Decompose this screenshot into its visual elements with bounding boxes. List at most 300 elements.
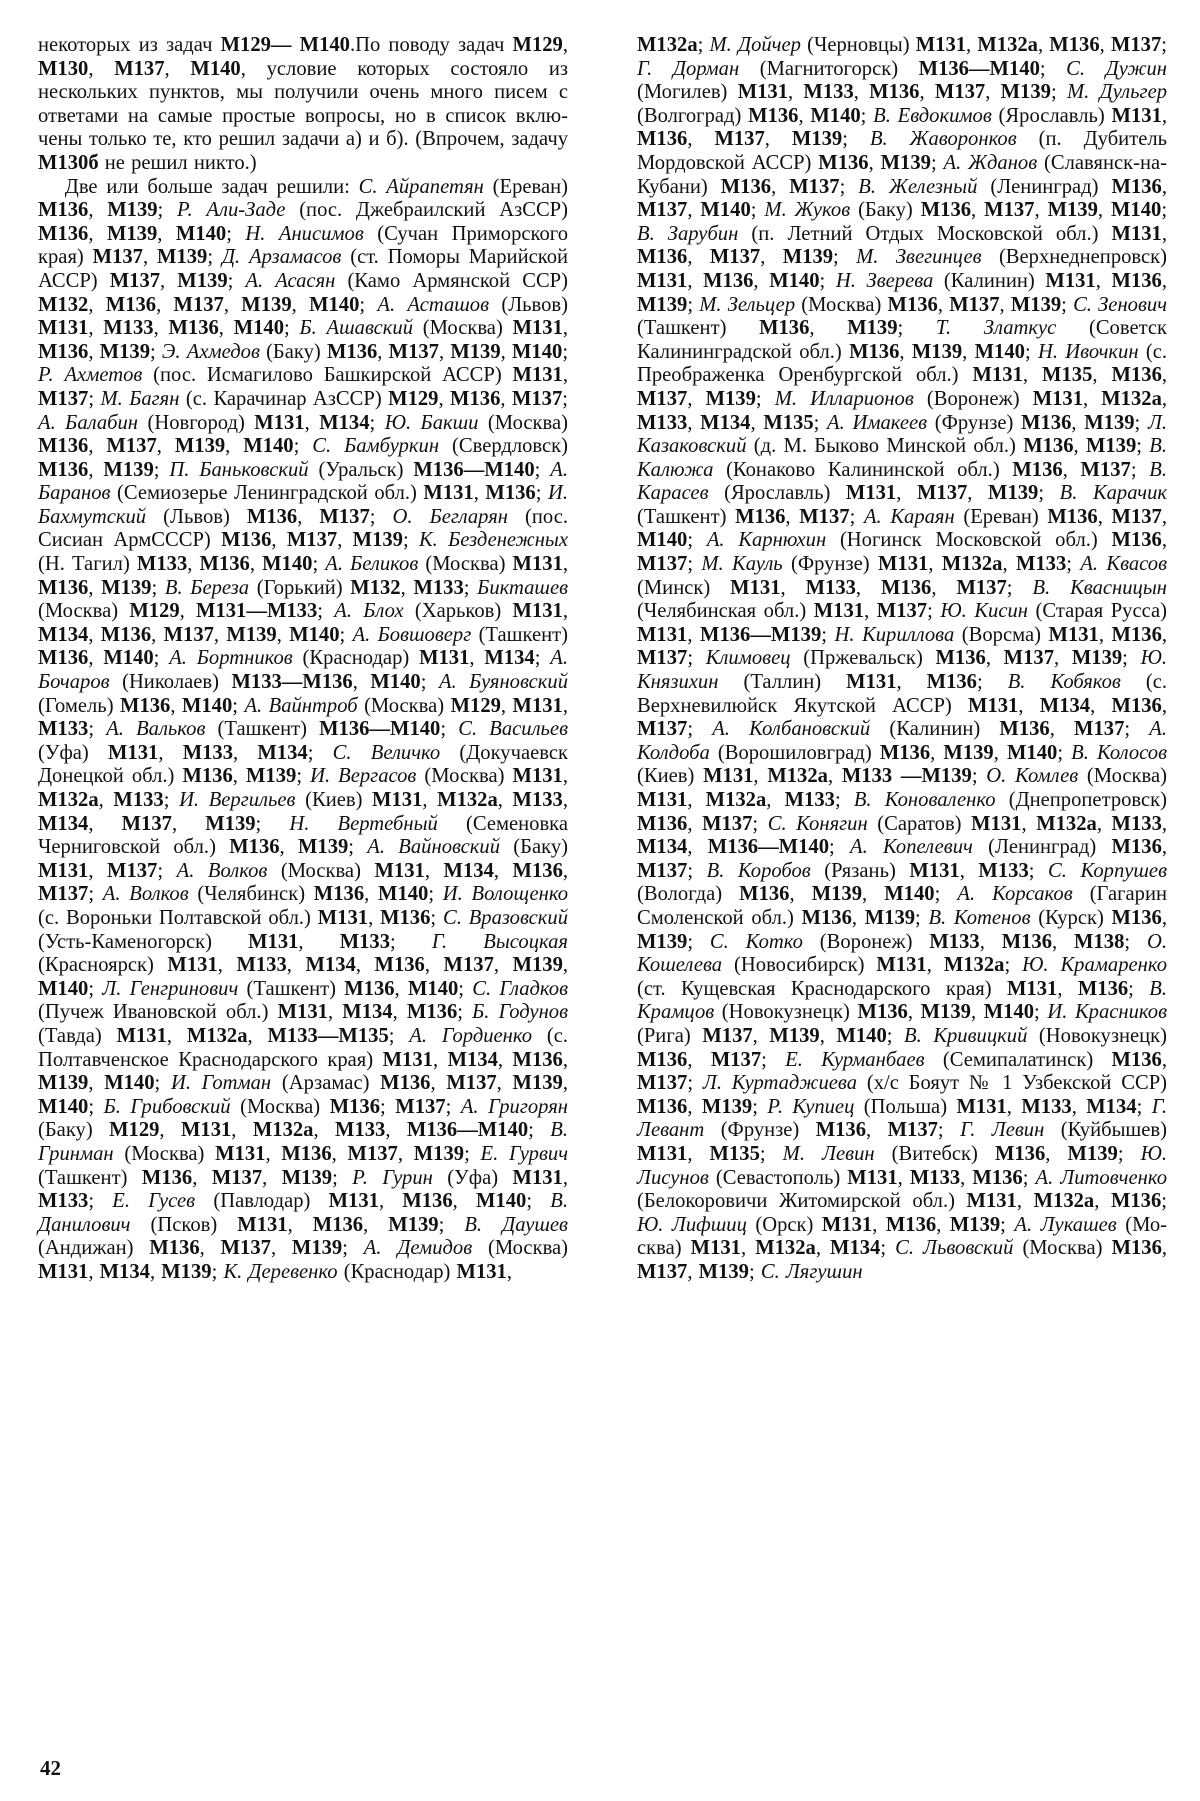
problem-number: М131 [813,600,865,623]
text-run: , [1161,623,1168,646]
problem-number: М140 [378,883,429,906]
text-run: , [562,1048,568,1071]
text-run: ; [534,458,551,481]
problem-number: М132 [350,576,401,599]
text-run: (Баку) [38,1119,110,1142]
problem-number: М137 [789,175,840,198]
solver-name: Н. Ивочкин [1037,340,1139,363]
problem-number: М137 [286,529,338,552]
text-run: , [400,576,414,599]
problem-number: М137 [92,246,143,269]
problem-number: М133 [236,954,287,977]
problem-number: М129— М140 [220,34,350,56]
text-run: , [276,623,290,646]
text-run: , [424,954,444,977]
text-run: , [199,1237,221,1260]
problem-number: М131 [382,1048,433,1071]
text-run: ; [1124,718,1150,741]
solver-name: А. Карнюхин [706,529,827,552]
text-run: , [88,1072,105,1095]
text-run: ; [440,718,459,741]
text-run: ; [428,883,443,906]
problem-number: М134 [38,623,89,646]
text-run: , [1161,812,1168,835]
text-run: , [1096,812,1112,835]
problem-number: М136 [1047,505,1098,528]
text-run: ; [88,718,107,741]
text-run: ; [971,765,987,788]
text-run: ; [752,812,768,835]
problem-number: М139 [38,1072,89,1095]
text-run: , [1161,222,1168,245]
text-run: , [1006,1095,1022,1118]
text-run: ; [842,128,870,151]
problem-number: М136 [38,222,89,245]
solver-name: В. Коробов [706,859,811,882]
text-run: ; [834,789,854,811]
text-run: , [1161,269,1167,292]
text-run: , [473,482,486,505]
problem-number: М140 [511,340,563,363]
text-run: (Новгород) [138,411,255,434]
problem-number: М132а [437,789,498,811]
solver-name: Б. Грибовский [103,1095,231,1118]
text-run: , [999,293,1011,316]
solver-name: П. Баньковский [169,458,309,481]
problem-number: М131 [637,1142,688,1165]
problem-number: М131 [971,812,1022,835]
text-run: ; [458,977,473,1000]
solver-name: С. Бамбуркин [312,435,440,458]
solver-name: А. Гордиенко [409,1024,533,1047]
text-run: (Павлодар) [195,1190,329,1213]
problem-number: М132а [941,553,1003,576]
text-run: ; [1136,1095,1152,1118]
text-run: , [452,1190,476,1213]
text-run: ; [402,529,419,552]
text-run: , [331,1142,348,1165]
text-run: , [438,340,451,363]
solver-name: Е. Гурвич [480,1142,569,1165]
solver-name: Р. Али-Заде [177,199,286,222]
problem-number: М134 [257,741,308,764]
problem-number: М140 [1110,199,1162,222]
text-run: (Советск Калининградской обл.) [637,317,1167,363]
text-run: , [1034,199,1048,222]
text-run: , [271,529,287,552]
text-run: (Куйбышев) [1044,1119,1167,1142]
text-run: , [355,954,375,977]
solver-name: И. Вергильев [179,789,296,811]
problem-number: М137 [637,647,688,670]
solver-name: И. Вергасов [310,765,417,788]
problem-number: М131 [968,694,1019,717]
problem-number: М139 [281,1166,333,1189]
text-run: (Докучаевск Донецкой обл.) [38,741,568,788]
text-run: , [926,954,944,977]
solver-name: В. Гринман [38,1119,568,1165]
problem-number: М139 [388,1213,439,1236]
problem-number: М132а [977,34,1038,56]
text-run: , [959,859,979,882]
text-run: ; [293,435,313,458]
problem-number: М131 [690,1237,741,1260]
problem-number: М140 [700,199,751,222]
solver-name: М. Зельцер [699,293,796,316]
text-run: , [766,789,785,811]
problem-number: М136 [881,576,932,599]
solver-name: Д. Арзамасов [221,246,342,269]
text-run: (Воронеж) [913,387,1033,410]
problem-number: М136 [999,718,1050,741]
problem-number: М139 [177,269,228,292]
text-run: (Пржевальск) [790,647,936,670]
problem-number: М131 [167,954,218,977]
problem-number: М136 [406,1001,458,1024]
text-run: (Новокузнецк) [1027,1024,1168,1047]
text-run: ; [163,789,180,811]
text-run: (Москва) [1013,1237,1112,1260]
solver-name: В. Береза [164,576,250,599]
solver-name: В. Калюжа [637,435,1167,481]
solver-name: К. Безденежных [419,529,569,552]
problem-number: М131 [915,34,967,56]
solver-name: А. Волков [176,859,268,882]
text-run: (Москва) [1078,765,1167,788]
text-run: , [313,1119,336,1142]
solver-name: Л. Генгринович [102,977,239,1000]
solver-name: С. Гладков [472,977,569,1000]
text-run: ; [755,387,775,410]
text-run: , [88,458,104,481]
problem-number: М139 [107,199,158,222]
text-run: , [1161,1237,1168,1260]
problem-number: М136 [637,812,688,835]
problem-number: М136 [920,199,972,222]
problem-number: М136 [703,269,754,292]
problem-number: М137 [121,812,172,835]
text-run: (Псков) [130,1213,238,1236]
problem-number: М136 [1111,1048,1162,1071]
problem-number: М133 [38,718,89,741]
text-run: (Черновцы) [800,34,916,56]
text-run: ; [813,411,828,434]
text-run: (х/с Бояут № 1 Узбекской ССР) [857,1072,1168,1095]
problem-number: М136 [935,647,986,670]
problem-number: М139 [226,623,277,646]
problem-number: М140 [243,435,294,458]
text-run: , [432,1048,448,1071]
text-run: (Семипалатинск) [924,1048,1112,1071]
text-run: (ст. Кущевская Краснодарского края) [637,977,1007,1000]
text-run: ; [296,765,311,788]
text-run: , [88,576,102,599]
problem-number: М134 [1039,694,1091,717]
paragraph [637,34,1167,1284]
problem-number: М136 [1111,836,1162,859]
text-run: , [159,1119,181,1142]
problem-number: М131 [845,482,897,505]
text-run: , [1016,1190,1034,1213]
problem-number: М136 [637,1095,688,1118]
solver-name: Л. Куртаджиева [702,1072,858,1095]
problem-number: М139 [880,151,931,174]
problem-number: М136—М140 [918,57,1040,80]
text-run: ; [157,199,178,222]
text-run: , [788,81,804,104]
text-run: (пос. Сисиан АрмСССР) [38,505,569,552]
solver-name: С. Вразовский [442,906,568,929]
text-run: ; [232,694,245,717]
problem-number: М136 [1001,930,1053,953]
problem-number: М137 [211,1166,263,1189]
problem-number: М136 [1077,977,1129,1000]
text-run: (Ташкент) [637,317,760,340]
problem-number: М136 [199,553,250,576]
problem-number: М139 [99,340,150,363]
text-run: , [896,482,917,505]
problem-number: М130 [38,57,89,80]
problem-number: М139 [157,246,208,269]
text-run: (Баку) [500,836,568,859]
text-run: , [1073,435,1086,458]
text-run: , [142,246,158,269]
problem-number: М139 [413,1142,465,1165]
text-run: Две или больше задач решили: [64,175,359,198]
text-run: , [562,765,569,788]
text-run: (Арзамас) [271,1072,381,1095]
solver-name: С. Дужин [1066,57,1168,80]
problem-number: М140 [974,340,1025,363]
problem-number: М137 [916,482,968,505]
text-run: , [213,623,227,646]
problem-number: М131 [237,1213,288,1236]
problem-number: М137 [1074,718,1125,741]
problem-number: М137 [38,387,89,410]
text-run: (Днепропетровск) [995,789,1168,811]
problem-number: М139 [1047,199,1098,222]
problem-number: М136 [1111,623,1162,646]
problem-number: М139 [637,293,688,316]
text-run: (д. М. Быково Минской обл.) [746,435,1024,458]
problem-number: М134 [305,954,356,977]
problem-number: М136 [38,340,89,363]
solver-name: Ю. Князихин [637,647,1167,694]
problem-number: М136 [221,529,272,552]
problem-number: М136 [326,340,378,363]
problem-number: М140 [262,553,313,576]
problem-number: М139 [352,529,403,552]
problem-number: М129 [512,34,563,56]
text-run: ; [1161,1190,1168,1213]
text-run: , [962,340,975,363]
text-run: ; [369,505,393,528]
text-run: , [562,553,569,576]
text-run: , [422,789,438,811]
problem-number: М137 [799,505,850,528]
problem-number: М136 [720,175,772,198]
text-run: (Славянск-на-Кубани) [637,151,1167,198]
text-run: , [687,836,708,859]
problem-number: М137 [443,954,494,977]
problem-number: М140 [810,104,861,127]
text-run: ; [457,1001,473,1024]
text-run: , [1037,34,1050,56]
text-run: , условие которых состояло из нескольких пунктов, мы получили очень много писем с ответами на самые простые вопросы, но в список включены только те, кто решил задачи а) и б). (Впрочем, задачу [38,57,569,151]
solver-name: Н. Анисимов [245,222,364,245]
text-run: ; [380,1095,396,1118]
text-run: , [562,1166,569,1189]
problem-number: М136 [818,151,869,174]
problem-number: М136 [801,906,852,929]
text-run: , [223,293,242,316]
text-run: ; [897,317,936,340]
problem-number: М139 [949,1213,1001,1236]
text-run: , [249,553,263,576]
solver-name: С. Величко [332,741,441,764]
text-run: , [862,883,885,906]
solver-name: М. Багян [100,387,180,410]
text-run: , [562,1072,569,1095]
text-run: , [88,199,108,222]
text-run: , [687,246,710,269]
text-run: ; [445,1095,461,1118]
solver-name: В. Коноваленко [853,789,996,811]
problem-number: М139 [1085,435,1137,458]
text-run: , [853,81,870,104]
text-run: ; [1136,435,1150,458]
problem-number: М140 [309,293,360,316]
text-run: , [88,435,107,458]
problem-number: М133 [136,553,188,576]
problem-number: М137 [887,1119,938,1142]
problem-number: М137 [637,553,688,576]
text-run: ; [153,647,170,670]
text-run: ; [332,1166,353,1189]
text-run: (Таллин) [718,671,847,694]
text-run: , [931,576,957,599]
problem-number: М139 [106,222,158,245]
problem-number: М136—М140 [406,1119,529,1142]
text-run: (Уральск) [308,458,414,481]
text-run: , [1062,458,1081,481]
text-run: ; [526,1190,551,1213]
text-run: , [855,576,882,599]
text-run: , [1161,505,1167,528]
text-run: (Вологда) [637,883,740,906]
problem-number: М136 [1111,364,1162,387]
text-run: ; [342,1237,364,1260]
text-run: , [363,1213,389,1236]
text-run: ; [464,1142,481,1165]
problem-number: М139 [864,906,916,929]
problem-number: М137 [163,623,214,646]
text-run: , [1098,623,1112,646]
problem-number: М137 [107,859,158,882]
text-run: , [88,317,104,340]
problem-number: М130б [38,151,99,174]
problem-number: М139 [512,1072,563,1095]
text-run: , [971,199,985,222]
problem-number: М136 [329,1095,381,1118]
text-run: ; [154,1072,171,1095]
text-run: ; [1117,1142,1141,1165]
text-run: ; [860,104,874,127]
solver-name: В. Железный [858,175,978,198]
text-run: (Москва) [357,694,451,717]
problem-number: М139 [698,1260,749,1283]
text-run: , [187,553,200,576]
problem-number: М136 [1111,906,1162,929]
text-run: ; [821,623,835,646]
text-run: , [1097,505,1112,528]
text-run: (Ереван) [483,175,568,198]
text-run: (Воронеж) [802,930,930,953]
problem-number: М136—М139 [700,623,822,646]
text-run: , [397,1142,414,1165]
problem-number: М133 [803,81,854,104]
text-run: , [752,1024,770,1047]
problem-number: М136 [100,623,152,646]
problem-number: М139 [791,128,843,151]
text-run: (Севастополь) [708,1166,848,1189]
text-run: (с. Верхневилюйск Якутской АССР) [637,671,1168,717]
text-run: , [827,765,842,788]
problem-number: М131 [1006,977,1058,1000]
solver-name: В. Кобяков [1007,671,1121,694]
problem-number: М137 [984,199,1035,222]
solver-name: А. Балабин [38,411,139,434]
problem-number: М133 [38,1190,89,1213]
problem-number: М134 [443,859,494,882]
problem-number: М136 [887,293,938,316]
solver-name: А. Асасян [245,269,336,292]
text-run: (Ворошиловград) [709,741,880,764]
text-run: , [1049,718,1075,741]
problem-number: М133 [978,859,1029,882]
text-run: , [392,1001,407,1024]
text-run: , [1161,387,1168,410]
text-run: , [156,293,174,316]
text-run: (Тавда) [38,1024,117,1047]
problem-number: М133—М136 [231,671,353,694]
text-run: (Рига) [637,1024,703,1047]
problem-number: М136 [168,317,219,340]
text-run: , [337,529,353,552]
problem-number: М137 [347,1142,398,1165]
text-run: ; [227,269,246,292]
problem-number: М135 [1042,364,1093,387]
problem-number: М137 [109,269,161,292]
text-run: (Москва) [230,1095,330,1118]
problem-number: М131 [1111,222,1162,245]
text-run: (с. Вороньки Полтавской обл.) [38,906,318,929]
text-run: ; [151,576,165,599]
text-run: , [785,505,800,528]
problem-number: М139 [1010,293,1062,316]
problem-number: М136 [972,1166,1023,1189]
text-run: ; [833,246,857,269]
problem-number: М137 [1080,458,1131,481]
problem-number: М139 [103,458,154,481]
problem-number: М131 [637,789,688,811]
text-run: ; [829,836,851,859]
problem-number: М131 [38,1260,89,1283]
text-run: (Ташкент) [238,977,345,1000]
text-run: ; [420,671,439,694]
problem-number: М139 [1084,411,1135,434]
text-run: ; [359,293,378,316]
